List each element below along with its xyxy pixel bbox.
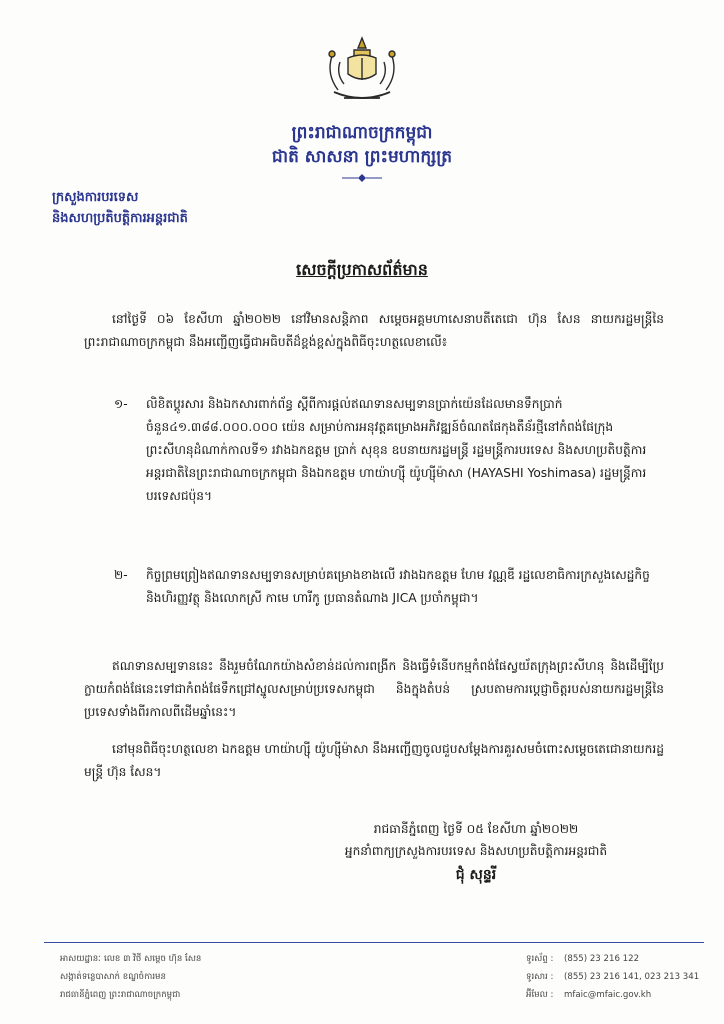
list-item-number: ១- <box>114 397 128 411</box>
address-line: សង្កាត់ទន្លេបាសាក់ ខណ្ឌចំការមន <box>60 972 166 982</box>
footer-address <box>60 950 201 1004</box>
address-line: រាជធានីភ្នំពេញ ព្រះរាជាណាចក្រកម្ពុជា <box>60 990 181 1000</box>
phone-number: (855) 23 216 122 <box>564 954 640 964</box>
press-release-title: សេចក្តីប្រកាសព័ត៌មាន <box>296 260 428 279</box>
ornament-divider-icon <box>340 173 384 183</box>
signatory-name: ជុំ សុន្ទរី <box>455 867 497 883</box>
list-item <box>114 393 658 508</box>
fax-number: (855) 23 216 141, 023 213 341 <box>564 972 700 982</box>
fax-label: ទូរសារ : <box>526 972 554 982</box>
grant-paragraph: ឥណទានសម្បទាននេះ នឹងរួមចំណែកយ៉ាងសំខាន់ដល់ការពង្រីក និងធ្វើទំនើបកម្មកំពង់ផែស្វយ័តក្រុងព្រះសីហនុ និងដើម្បីប្រែក្លាយកំពង់ផែនេះទៅជាកំពង់ផែទឹកជ្រៅស្នូលសម្រាប់ប្រទេសកម្ពុជា និងក្នុងតំបន់ ស្របតាមការប្តេជ្ញាចិត្តរបស់នាយករដ្ឋមន្ត្រីនៃប្រទេសទាំងពីរកាលពីដើមឆ្នាំនេះ។ <box>84 659 664 719</box>
list-item <box>114 564 658 610</box>
email-address[interactable]: mfaic@mfaic.gov.kh <box>564 990 652 1000</box>
intro-paragraph: នៅថ្ងៃទី ០៦ ខែសីហា ឆ្នាំ២០២២ នៅវិមានសន្តិភាព សម្តេចអគ្គមហាសេនាបតីតេជោ ហ៊ុន សែន នាយករដ្ឋមន្ត្រីនៃព្រះរាជាណាចក្រកម្ពុជា នឹងអញ្ជើញធ្វើជាអធិបតីដ៏ខ្ពង់ខ្ពស់ក្នុងពិធីចុះហត្ថលេខាលើ៖ <box>84 312 664 349</box>
footer-divider <box>44 942 704 943</box>
footer-contact <box>526 950 699 1004</box>
ministry-name-line1: ក្រសួងការបរទេស <box>52 190 139 205</box>
email-label: អ៊ីមែល : <box>526 990 554 1000</box>
place-date: រាជធានីភ្នំពេញ ថ្ងៃទី ០៥ ខែសីហា ឆ្នាំ២០២២ <box>373 822 579 836</box>
phone-label: ទូរស័ព្ទ : <box>526 954 554 964</box>
national-motto-heading: ជាតិ សាសនា ព្រះមហាក្សត្រ <box>271 147 453 167</box>
courtesy-call-paragraph: នៅមុនពិធីចុះហត្ថលេខា ឯកឧត្តម ហាយ៉ាហ្ស៊ី យ៉ូហ្ស៊ីម៉ាសា នឹងអញ្ជើញចូលជួបសម្តែងការគួរសមចំពោះសម្តេចតេជោនាយករដ្ឋមន្ត្រី ហ៊ុន សែន។ <box>84 742 664 779</box>
spokesperson-title: អ្នកនាំពាក្យក្រសួងការបរទេស និងសហប្រតិបត្តិការអន្តរជាតិ <box>344 844 608 858</box>
ministry-name-line2: និងសហប្រតិបត្តិការអន្តរជាតិ <box>52 211 188 226</box>
list-item-text: កិច្ចព្រមព្រៀងឥណទានសម្បទានសម្រាប់គម្រោងខាងលើ រវាងឯកឧត្តម ហែម វណ្ណឌី រដ្ឋលេខាធិការក្រសួងសេដ្ឋកិច្ច និងហិរញ្ញវត្ថុ និងលោកស្រី កាមេ ហារីកូ ប្រធានតំណាង JICA ប្រចាំកម្ពុជា។ <box>146 568 650 605</box>
list-item-number: ២- <box>114 568 128 582</box>
address-label: អាសយដ្ឋានៈ <box>60 954 101 964</box>
list-item-text: លិខិតប្តូរសារ និងឯកសារពាក់ព័ន្ធ ស្តីពីការផ្តល់ឥណទានសម្បទានប្រាក់យ៉េនដែលមានទឹកប្រាក់ចំនួន៤១.៣៨៨.០០០.០០០ យ៉េន សម្រាប់ការអនុវត្តគម្រោងអភិវឌ្ឍន៍ចំណតផែកុងតឺន័រថ្មីនៅកំពង់ផែក្រុងព្រះសីហនុដំណាក់កាលទី១ រវាងឯកឧត្តម ប្រាក់ សុខុន ឧបនាយករដ្ឋមន្ត្រី រដ្ឋមន្ត្រីការបរទេស និងសហប្រតិបត្តិការអន្តរជាតិនៃព្រះរាជាណាចក្រកម្ពុជា និងឯកឧត្តម ហាយ៉ាហ្ស៊ី យ៉ូហ្ស៊ីម៉ាសា (HAYASHI Yoshimasa) រដ្ឋមន្ត្រីការបរទេសជប៉ុន។ <box>146 397 647 503</box>
kingdom-name-heading: ព្រះរាជាណាចក្រកម្ពុជា <box>291 123 433 143</box>
royal-coat-of-arms-icon <box>318 32 406 104</box>
address-line: លេខ ៣ វិថី សម្តេច ហ៊ុន សែន <box>104 954 202 964</box>
